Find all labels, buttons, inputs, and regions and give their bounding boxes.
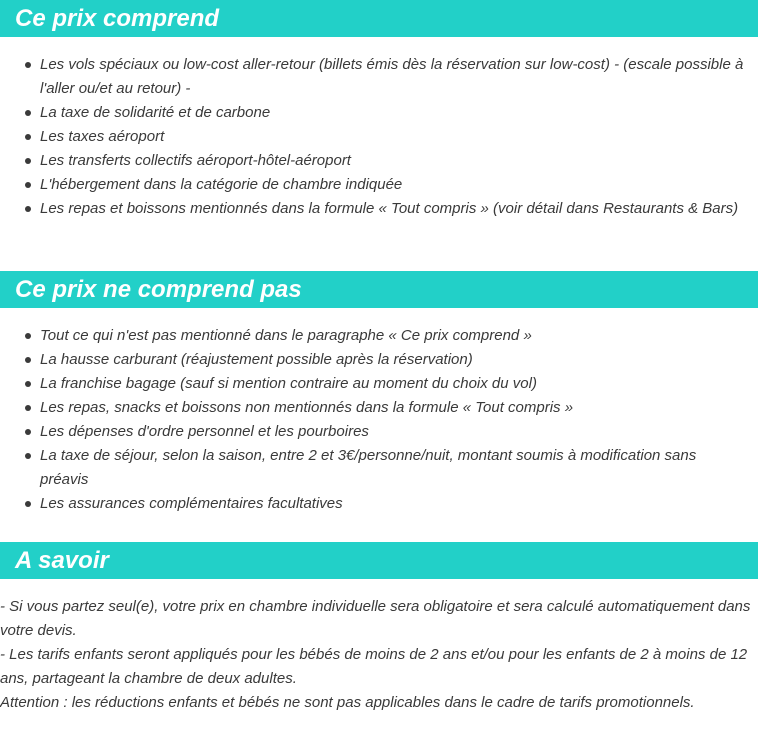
list-item-text: Les taxes aéroport bbox=[40, 128, 165, 145]
section-header-included bbox=[0, 0, 758, 37]
section-header-to-know bbox=[0, 542, 758, 579]
list-item-text: La taxe de séjour, selon la saison, entre 2 et 3€/personne/nuit, montant soumis à modification sans préavis bbox=[40, 447, 697, 488]
list-item-text: Tout ce qui n'est pas mentionné dans le paragraphe « Ce prix comprend » bbox=[40, 327, 532, 344]
list-item-text: Les dépenses d'ordre personnel et les pourboires bbox=[40, 423, 369, 440]
bullet-icon bbox=[25, 333, 31, 339]
included-list bbox=[0, 53, 745, 221]
excluded-list bbox=[0, 324, 745, 516]
bullet-icon bbox=[25, 357, 31, 363]
bullet-icon bbox=[25, 62, 31, 68]
to-know-body bbox=[0, 595, 752, 715]
list-item bbox=[0, 125, 745, 149]
bullet-icon bbox=[25, 158, 31, 164]
bullet-icon bbox=[25, 182, 31, 188]
list-item-text: L'hébergement dans la catégorie de chambre indiquée bbox=[40, 176, 403, 193]
list-item-text: Les repas et boissons mentionnés dans la formule « Tout compris » (voir détail dans Restaurants & Bars) bbox=[40, 200, 739, 217]
section-title-excluded: Ce prix ne comprend pas bbox=[15, 275, 302, 303]
section-title-included: Ce prix comprend bbox=[15, 4, 220, 32]
to-know-paragraph: - Si vous partez seul(e), votre prix en chambre individuelle sera obligatoire et sera calculé automatiquement dans votre devis. bbox=[0, 598, 751, 639]
list-item bbox=[0, 53, 745, 101]
list-item-text: La franchise bagage (sauf si mention contraire au moment du choix du vol) bbox=[40, 375, 537, 392]
to-know-paragraph: - Les tarifs enfants seront appliqués pour les bébés de moins de 2 ans et/ou pour les enfants de 2 à moins de 12 ans, partageant la chambre de deux adultes. bbox=[0, 646, 748, 687]
bullet-icon bbox=[25, 405, 31, 411]
to-know-paragraph: Attention : les réductions enfants et bébés ne sont pas applicables dans le cadre de tarifs promotionnels. bbox=[0, 694, 695, 711]
list-item-text: La hausse carburant (réajustement possible après la réservation) bbox=[40, 351, 473, 368]
list-item-text: Les vols spéciaux ou low-cost aller-retour (billets émis dès la réservation sur low-cost) - (escale possible à l'aller ou/et au retour) - bbox=[40, 56, 744, 97]
section-header-excluded bbox=[0, 271, 758, 308]
list-item bbox=[0, 348, 745, 372]
list-item bbox=[0, 324, 745, 348]
list-item bbox=[0, 492, 745, 516]
section-title-to-know: A savoir bbox=[15, 546, 109, 574]
bullet-icon bbox=[25, 501, 31, 507]
bullet-icon bbox=[25, 206, 31, 212]
list-item bbox=[0, 420, 745, 444]
bullet-icon bbox=[25, 429, 31, 435]
list-item-text: Les transferts collectifs aéroport-hôtel-aéroport bbox=[40, 152, 351, 169]
list-item bbox=[0, 444, 745, 492]
bullet-icon bbox=[25, 110, 31, 116]
list-item-text: Les repas, snacks et boissons non mentionnés dans la formule « Tout compris » bbox=[40, 399, 574, 416]
bullet-icon bbox=[25, 381, 31, 387]
list-item-text: La taxe de solidarité et de carbone bbox=[40, 104, 271, 121]
list-item bbox=[0, 372, 745, 396]
bullet-icon bbox=[25, 134, 31, 140]
list-item bbox=[0, 101, 745, 125]
bullet-icon bbox=[25, 453, 31, 459]
list-item bbox=[0, 197, 745, 221]
list-item bbox=[0, 149, 745, 173]
list-item-text: Les assurances complémentaires facultatives bbox=[40, 495, 343, 512]
list-item bbox=[0, 396, 745, 420]
list-item bbox=[0, 173, 745, 197]
